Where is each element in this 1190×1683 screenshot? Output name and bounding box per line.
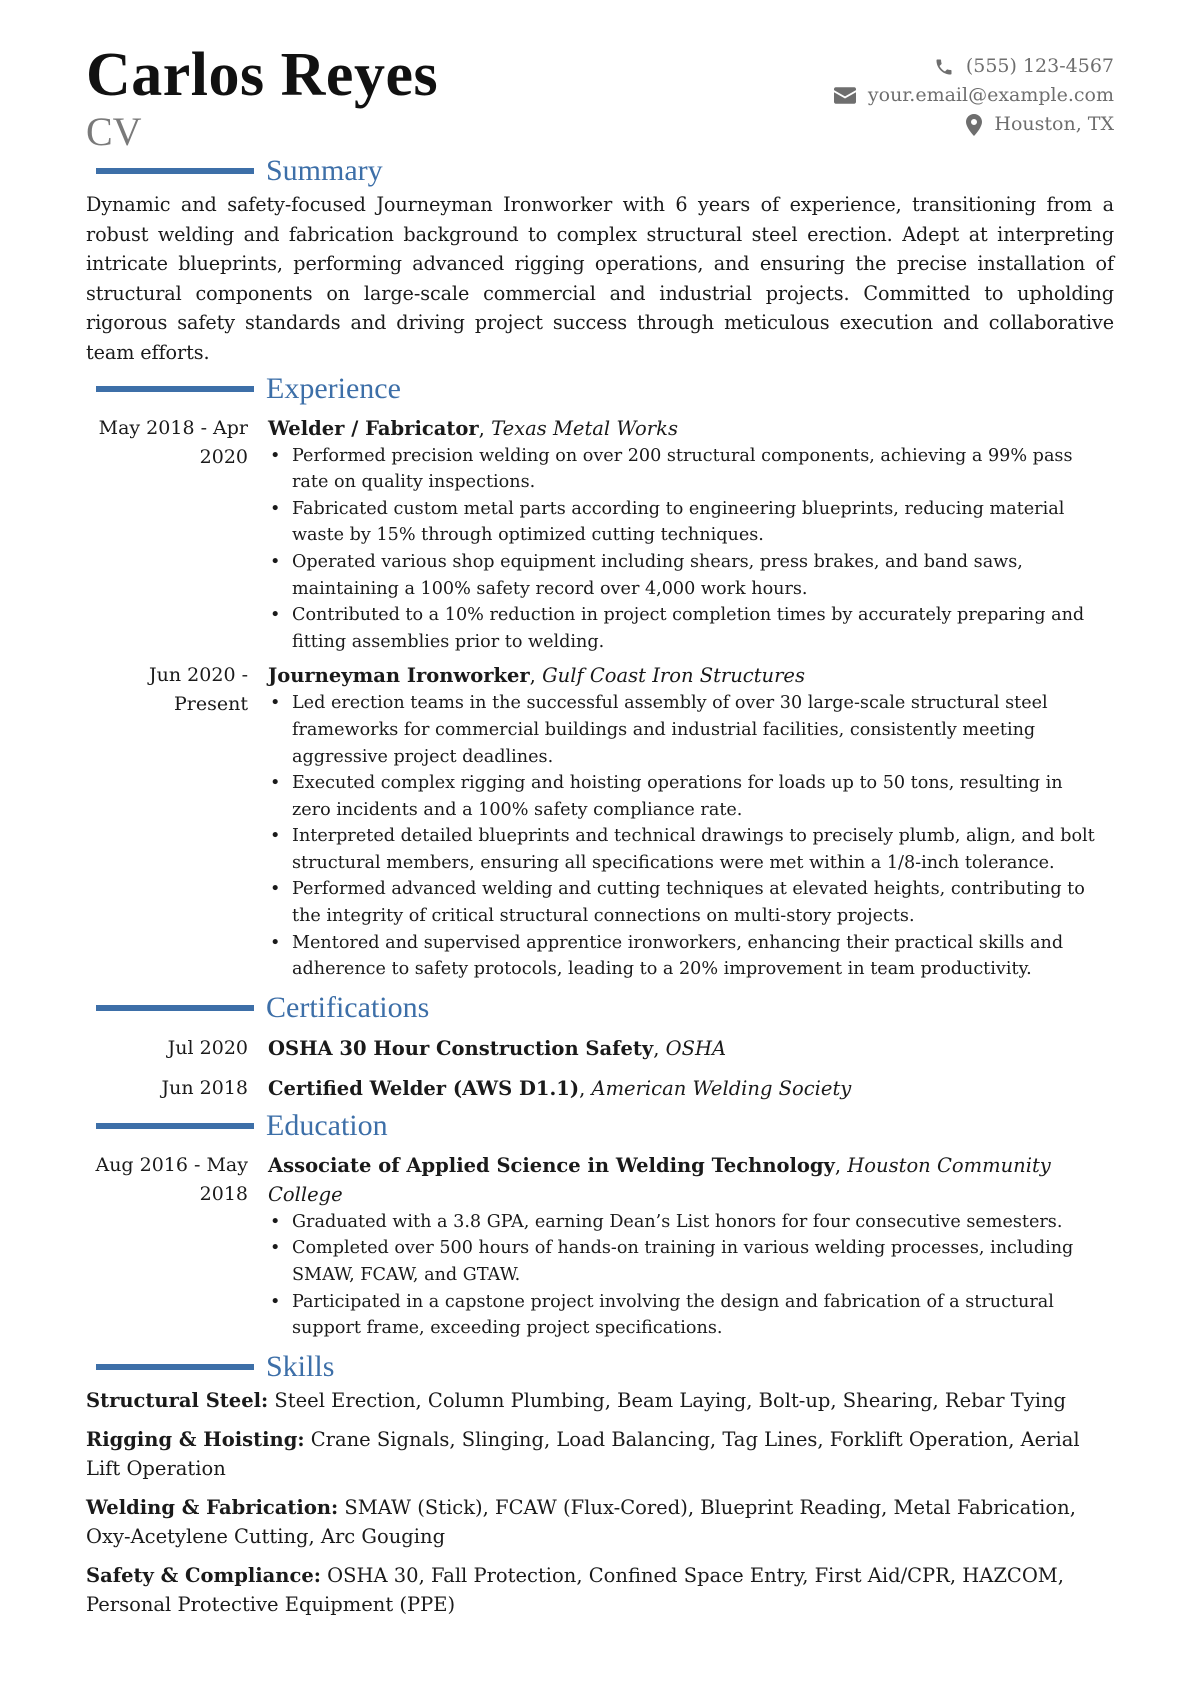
phone-icon	[934, 57, 954, 77]
section-accent-bar	[96, 1123, 254, 1129]
skill-items: Crane Signals, Slinging, Load Balancing, Tag Lines, Forklift Operation, Aerial Lift Operation	[86, 1427, 1080, 1480]
section-title: Experience	[266, 371, 401, 405]
section-accent-bar	[96, 168, 254, 174]
certification-entry	[86, 1031, 1114, 1067]
document-subtitle: CV	[86, 109, 142, 154]
cv-header	[86, 40, 1114, 158]
summary-text: Dynamic and safety-focused Journeyman Ironworker with 6 years of experience, transitioning from a robust welding and fabrication background to complex structural steel erection. Adept at interpreting intricate blueprints, performing advanced rigging operations, and ensuring the precise installation of structural components on large-scale commercial and industrial projects. Committed to upholding rigorous safety standards and driving project success through meticulous execution and collaborative team efforts.	[86, 193, 1114, 364]
cv-page	[86, 40, 1114, 1629]
entry-body	[268, 414, 1114, 656]
entry-date: Jul 2020	[167, 1037, 248, 1060]
skills-heading	[86, 1350, 1114, 1386]
entry-body	[268, 1151, 1114, 1342]
section-title: Education	[266, 1108, 388, 1142]
institution: Houston Community College	[268, 1153, 1051, 1206]
list-item: • Mentored and supervised apprentice ironworkers, enhancing their practical skills and adherence to safety protocols, leading to a 20% improvement in team productivity.	[292, 930, 1114, 983]
list-item: • Participated in a capstone project involving the design and fabrication of a structural support frame, exceeding project specifications.	[292, 1289, 1114, 1342]
entry-title: Journeyman Ironworker, Gulf Coast Iron Structures	[268, 664, 805, 688]
list-item: • Led erection teams in the successful assembly of over 30 large-scale structural steel frameworks for commercial buildings and industrial facilities, consistently meeting aggressive project deadlines.	[292, 690, 1114, 770]
certification-title: OSHA 30 Hour Construction Safety	[268, 1037, 654, 1061]
certification-entry	[86, 1071, 1114, 1107]
skill-items: OSHA 30, Fall Protection, Confined Space Entry, First Aid/CPR, HAZCOM, Personal Protective Equipment (PPE)	[86, 1563, 1064, 1616]
education-entry	[86, 1151, 1114, 1342]
candidate-name: Carlos Reyes	[86, 41, 439, 109]
location-text: Houston, TX	[994, 113, 1114, 135]
entry-title: OSHA 30 Hour Construction Safety, OSHA	[268, 1037, 727, 1061]
contact-info	[834, 52, 1114, 139]
entry-title: Welder / Fabricator, Texas Metal Works	[268, 416, 678, 440]
list-item: • Operated various shop equipment including shears, press brakes, and band saws, maintaining a 100% safety record over 4,000 work hours.	[292, 549, 1114, 602]
list-item: • Interpreted detailed blueprints and technical drawings to precisely plumb, align, and bolt structural members, ensuring all specifications were met within a 1/8-inch tolerance.	[292, 823, 1114, 876]
bullet-list	[268, 690, 1114, 983]
list-item: • Completed over 500 hours of hands-on training in various welding processes, including SMAW, FCAW, and GTAW.	[292, 1235, 1114, 1288]
job-title: Journeyman Ironworker	[268, 664, 530, 688]
contact-email	[834, 81, 1114, 110]
education-heading	[86, 1109, 1114, 1145]
list-item: • Performed advanced welding and cutting techniques at elevated heights, contributing to the integrity of critical structural connections on multi-story projects.	[292, 876, 1114, 929]
entry-date: May 2018 - Apr 2020	[98, 416, 248, 468]
skill-group	[86, 1493, 1114, 1551]
skill-group	[86, 1561, 1114, 1619]
entry-date: Jun 2020 - Present	[149, 664, 248, 716]
section-title: Skills	[266, 1349, 335, 1383]
list-item: • Executed complex rigging and hoisting operations for loads up to 50 tons, resulting in zero incidents and a 100% safety compliance rate.	[292, 770, 1114, 823]
bullet-list	[268, 443, 1114, 656]
map-pin-icon	[966, 114, 982, 136]
summary-heading	[86, 154, 1114, 190]
entry-title: Certified Welder (AWS D1.1), American Welding Society	[268, 1077, 852, 1101]
job-title: Welder / Fabricator	[268, 416, 479, 440]
entry-title: Associate of Applied Science in Welding Technology, Houston Community College	[268, 1153, 1051, 1206]
email-text[interactable]: your.email@example.com	[867, 84, 1114, 106]
phone-text[interactable]: (555) 123-4567	[965, 55, 1114, 77]
list-item: • Graduated with a 3.8 GPA, earning Dean’s List honors for four consecutive semesters.	[292, 1209, 1114, 1236]
experience-entry	[86, 661, 1114, 983]
contact-location	[834, 110, 1114, 139]
entry-body	[268, 661, 1114, 983]
skill-label: Rigging & Hoisting:	[86, 1427, 305, 1451]
certification-title: Certified Welder (AWS D1.1)	[268, 1077, 580, 1101]
issuer: American Welding Society	[591, 1077, 852, 1101]
entry-date: Jun 2018	[161, 1077, 248, 1100]
envelope-icon	[834, 87, 856, 104]
skill-group	[86, 1425, 1114, 1483]
skill-label: Welding & Fabrication:	[86, 1495, 339, 1519]
bullet-list	[268, 1209, 1114, 1342]
section-accent-bar	[96, 1364, 254, 1370]
issuer: OSHA	[665, 1037, 727, 1061]
experience-entry	[86, 414, 1114, 656]
entry-date: Aug 2016 - May 2018	[95, 1153, 248, 1205]
section-accent-bar	[96, 386, 254, 392]
section-title: Summary	[266, 154, 383, 187]
certifications-heading	[86, 991, 1114, 1027]
list-item: • Performed precision welding on over 200 structural components, achieving a 99% pass rate on quality inspections.	[292, 443, 1114, 496]
skill-label: Safety & Compliance:	[86, 1563, 321, 1587]
section-title: Certifications	[266, 990, 430, 1024]
skill-items: SMAW (Stick), FCAW (Flux-Cored), Blueprint Reading, Metal Fabrication, Oxy-Acetylene Cutting, Arc Gouging	[86, 1495, 1076, 1548]
list-item: • Fabricated custom metal parts according to engineering blueprints, reducing material waste by 15% through optimized cutting techniques.	[292, 496, 1114, 549]
employer: Texas Metal Works	[491, 416, 678, 440]
degree-title: Associate of Applied Science in Welding Technology	[268, 1153, 835, 1177]
skill-label: Structural Steel:	[86, 1388, 269, 1412]
employer: Gulf Coast Iron Structures	[542, 664, 805, 688]
list-item: • Contributed to a 10% reduction in project completion times by accurately preparing and fitting assemblies prior to welding.	[292, 602, 1114, 655]
skill-group	[86, 1386, 1114, 1415]
experience-heading	[86, 372, 1114, 408]
section-accent-bar	[96, 1005, 254, 1011]
contact-phone	[834, 52, 1114, 81]
skill-items: Steel Erection, Column Plumbing, Beam Laying, Bolt-up, Shearing, Rebar Tying	[274, 1388, 1067, 1412]
